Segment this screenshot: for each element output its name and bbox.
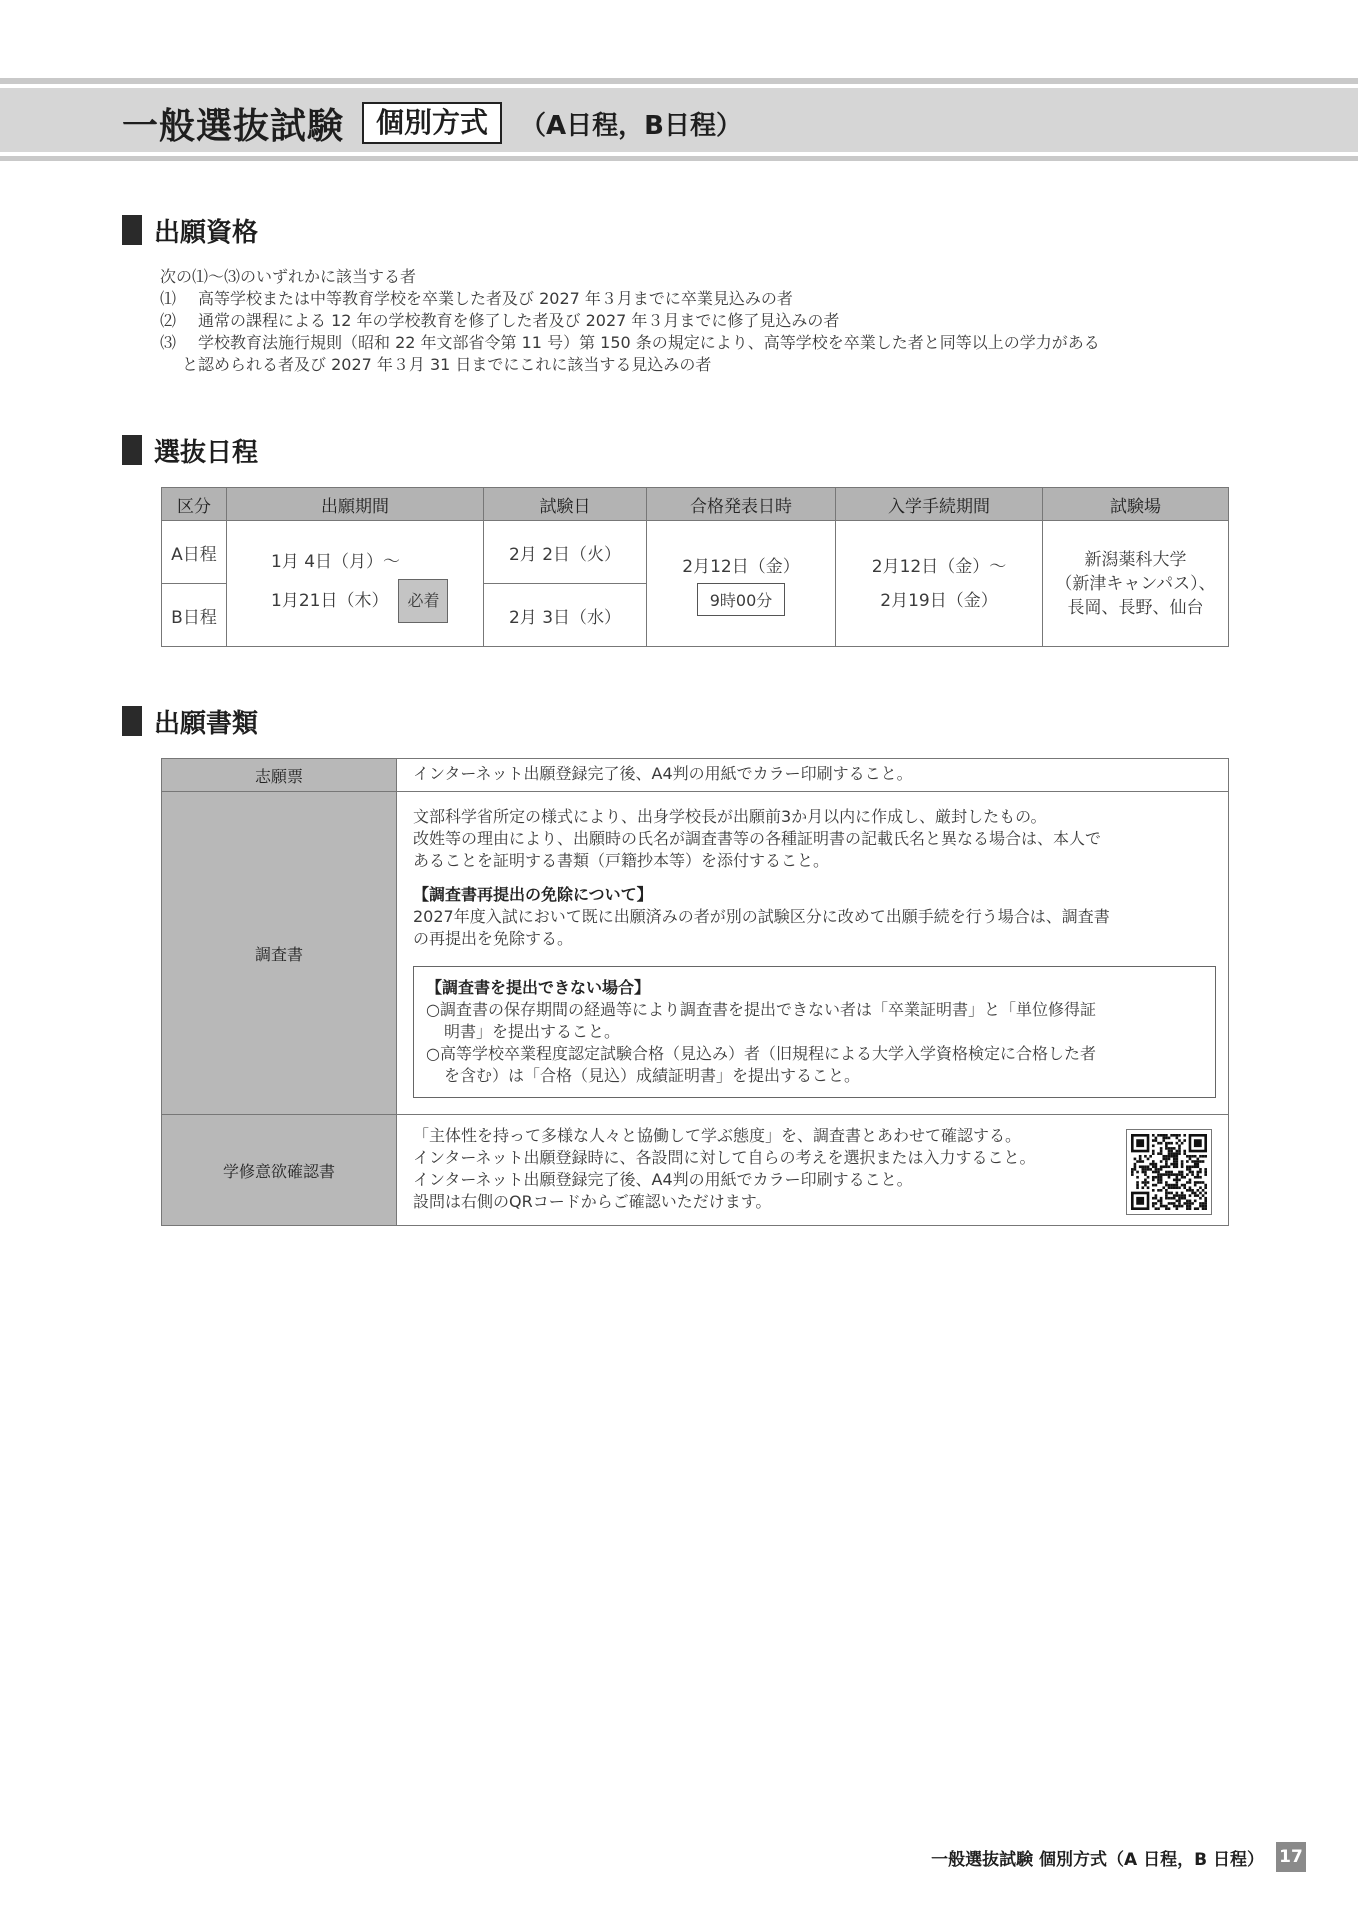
list-item: ⑴ 高等学校または中等教育学校を卒業した者及び 2027 年３月までに卒業見込みの者 [160, 289, 793, 308]
page-footer [931, 1842, 1306, 1872]
heading-bar [122, 706, 142, 736]
doc-label-application-form: 志願票 [162, 759, 397, 792]
schedule-table [161, 487, 1229, 647]
announcement-time-badge: 9時00分 [697, 583, 786, 616]
qualification-intro: 次の⑴〜⑶のいずれかに該当する者 [160, 267, 417, 286]
exemption-subheading: 【調査書再提出の免除について】 [413, 885, 653, 904]
footer-text: 一般選抜試験 個別方式（A 日程，B 日程） [931, 1849, 1264, 1870]
list-item: ⑶ 学校教育法施行規則（昭和 22 年文部省令第 11 号）第 150 条の規定により、高等学校を卒業した者と同等以上の学力がある [160, 333, 1100, 352]
qualification-list [160, 266, 1240, 376]
exam-date-a: 2月 2日（火） [484, 521, 647, 584]
list-item-continuation: と認められる者及び 2027 年３月 31 日までにこれに該当する見込みの者 [182, 355, 712, 374]
table-row [162, 1115, 1229, 1226]
cannot-submit-box: 【調査書を提出できない場合】 ○調査書の保存期間の経過等により調査書を提出できない者は「卒業証明書」と「単位修得証 明書」を提出すること。 ○高等学校卒業程度認定試験合格（見込み）者（旧規程による大学入学資格検定に合格した者 を含む）は「合格（見込）成績証明書」を提出すること。 [413, 966, 1216, 1098]
announcement-cell: 2月12日（金） 9時00分 [647, 521, 836, 647]
section-heading-qualification [122, 213, 258, 247]
doc-label-transcript: 調査書 [162, 792, 397, 1115]
table-header-cell: 試験日 [484, 488, 647, 521]
table-header-cell: 区分 [162, 488, 227, 521]
heading-bar [122, 215, 142, 245]
row-label-a: A日程 [162, 521, 227, 584]
table-header-cell: 合格発表日時 [647, 488, 836, 521]
doc-content-motivation: 「主体性を持って多様な人々と協働して学ぶ態度」を、調査書とあわせて確認する。 インターネット出願登録時に、各設問に対して自らの考えを選択または入力すること。 インターネット出願登録完了後、A4判の用紙でカラー印刷すること。 設問は右側のQRコードからご確認いただけます。 [397, 1115, 1229, 1226]
exam-date-b: 2月 3日（水） [484, 584, 647, 647]
section-heading-documents [122, 704, 258, 738]
qr-code-icon[interactable] [1126, 1129, 1212, 1215]
doc-content-application-form: インターネット出願登録完了後、A4判の用紙でカラー印刷すること。 [397, 759, 1229, 792]
section-heading-schedule [122, 433, 258, 467]
heading-text: 選抜日程 [154, 437, 259, 468]
venue-cell: 新潟薬科大学 （新津キャンパス）、 長岡、長野、仙台 [1043, 521, 1229, 647]
table-header-row [162, 488, 1229, 521]
table-header-cell: 出願期間 [227, 488, 484, 521]
table-header-cell: 入学手続期間 [836, 488, 1043, 521]
header-rule-bottom [0, 156, 1358, 161]
title-main: 一般選抜試験 [122, 105, 345, 147]
doc-label-motivation: 学修意欲確認書 [162, 1115, 397, 1226]
must-arrive-badge: 必着 [398, 579, 448, 623]
title-method-box: 個別方式 [362, 102, 502, 144]
list-item: ⑵ 通常の課程による 12 年の学校教育を修了した者及び 2027 年３月までに修了見込みの者 [160, 311, 840, 330]
doc-content-transcript: 文部科学省所定の様式により、出身学校長が出願前3か月以内に作成し、厳封したもの。 改姓等の理由により、出願時の氏名が調査書等の各種証明書の記載氏名と異なる場合は、本人で あることを証明する書類（戸籍抄本等）を添付すること。 【調査書再提出の免除について】 2027年度入試において既に出願済みの者が別の試験区分に改めて出願手続を行う場合は、調査書 の再提出を免除する。 【調査書を提出できない場合】 ○調査書の保存期間の経過等により調査書を提出できない者は「卒業証明書」と「単位修得証 明書」を提出すること。 ○高等学校卒業程度認定試験合格（見込み）者（旧規程による大学入学資格検定に合格した者 を含む）は「合格（見込）成績証明書」を提出すること。 [397, 792, 1229, 1115]
page-title [122, 100, 742, 146]
qr-code-graphic [1131, 1134, 1207, 1210]
table-row [162, 521, 1229, 584]
header-rule-top [0, 78, 1358, 84]
heading-text: 出願資格 [154, 217, 259, 248]
table-row [162, 792, 1229, 1115]
enrollment-period-cell: 2月12日（金）〜 2月19日（金） [836, 521, 1043, 647]
row-label-b: B日程 [162, 584, 227, 647]
documents-table [161, 758, 1229, 1226]
table-header-cell: 試験場 [1043, 488, 1229, 521]
table-row [162, 759, 1229, 792]
page-number: 17 [1276, 1842, 1306, 1872]
heading-bar [122, 435, 142, 465]
application-period-cell: 1月 4日（月）〜 1月21日（木） 必着 [227, 521, 484, 647]
heading-text: 出願書類 [154, 708, 259, 739]
title-schedule: （A日程，B日程） [520, 110, 742, 141]
